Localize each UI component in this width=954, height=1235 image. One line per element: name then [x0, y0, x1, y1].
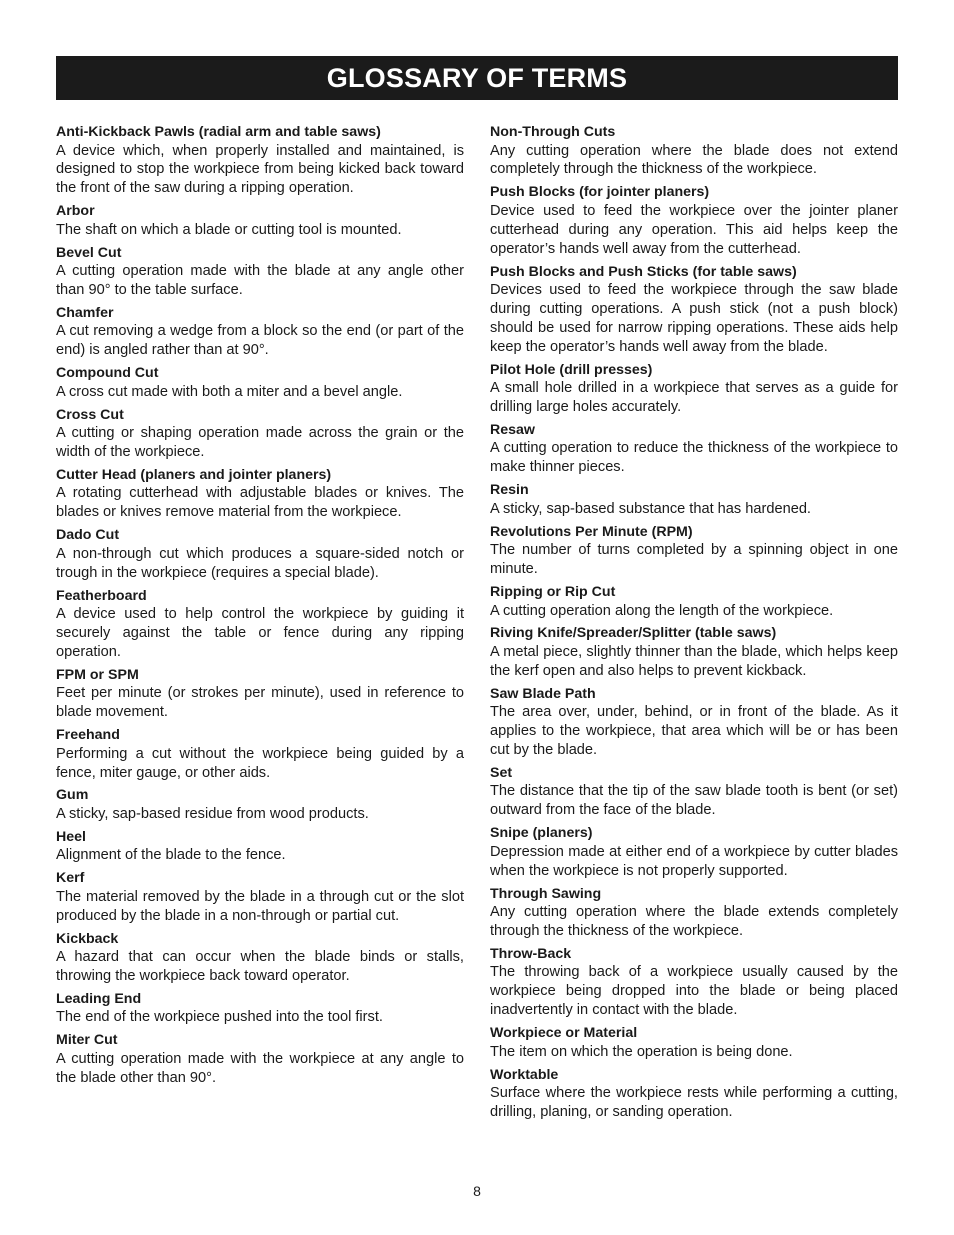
glossary-definition: A sticky, sap-based substance that has hardened. — [490, 500, 811, 517]
glossary-definition: The material removed by the blade in a through cut or the slot produced by the blade in a non-through or partial cut. — [56, 888, 464, 924]
glossary-term: Compound Cut — [56, 365, 159, 382]
glossary-definition: A sticky, sap-based residue from wood products. — [56, 805, 369, 822]
glossary-term: Push Blocks (for jointer planers) — [490, 184, 710, 201]
glossary-term: Chamfer — [56, 304, 114, 321]
glossary-entry — [56, 466, 464, 522]
glossary-definition: Alignment of the blade to the fence. — [56, 847, 286, 864]
glossary-term: Ripping or Rip Cut — [490, 584, 616, 600]
glossary-definition: A cross cut made with both a miter and a bevel angle. — [56, 383, 403, 400]
glossary-entry — [56, 726, 464, 782]
glossary-term: Featherboard — [56, 587, 147, 604]
glossary-definition: The end of the workpiece pushed into the tool first. — [56, 1009, 383, 1026]
glossary-definition: A cut removing a wedge from a block so the end (or part of the end) is angled rather than at 90°. — [56, 323, 464, 359]
glossary-entry — [490, 1066, 898, 1122]
glossary-term: Miter Cut — [56, 1032, 118, 1049]
glossary-term: Cutter Head (planers and jointer planers) — [56, 466, 332, 483]
glossary-term: Freehand — [56, 727, 120, 744]
glossary-definition: The item on which the operation is being done. — [490, 1043, 793, 1060]
glossary-term: Set — [490, 764, 513, 781]
page-number: 8 — [473, 1183, 481, 1199]
glossary-entry — [490, 481, 898, 518]
glossary-term: Snipe (planers) — [490, 825, 593, 842]
glossary-definition: A non-through cut which produces a square-sided notch or trough in the workpiece (requires a special blade). — [56, 545, 464, 581]
glossary-entry — [490, 764, 898, 820]
glossary-entry — [490, 624, 898, 680]
glossary-term: Resin — [490, 482, 529, 499]
glossary-term: Kickback — [56, 930, 119, 947]
glossary-term: Leading End — [56, 990, 142, 1007]
glossary-term: Revolutions Per Minute (RPM) — [490, 523, 693, 540]
glossary-definition: A cutting operation made with the workpiece at any angle to the blade other than 90°. — [56, 1050, 464, 1086]
glossary-definition: A rotating cutterhead with adjustable blades or knives. The blades or knives remove material from the workpiece. — [56, 485, 464, 521]
glossary-definition: Any cutting operation where the blade extends completely through the thickness of the workpiece. — [490, 904, 898, 939]
glossary-entry — [490, 945, 898, 1020]
glossary-definition: A device which, when properly installed and maintained, is designed to stop the workpiece from being kicked back toward the front of the saw during a ripping operation. — [56, 142, 464, 197]
glossary-entry — [56, 869, 464, 925]
glossary-entry — [490, 1024, 898, 1061]
glossary-entry — [490, 583, 898, 620]
glossary-definition: A cutting operation along the length of the workpiece. — [490, 602, 834, 619]
glossary-definition: A cutting or shaping operation made across the grain or the width of the workpiece. — [56, 425, 464, 461]
glossary-term: Dado Cut — [56, 527, 120, 544]
glossary-term: Gum — [56, 787, 89, 804]
glossary-entry — [56, 244, 464, 300]
glossary-entry — [490, 885, 898, 941]
glossary-definition: Device used to feed the workpiece over the jointer planer cutterhead during any operation. This aid helps keep the operator’s hands well away from the cutterhead. — [490, 202, 898, 257]
glossary-term: Throw-Back — [490, 945, 572, 962]
page-title: GLOSSARY OF TERMS — [326, 62, 628, 93]
glossary-entry — [490, 123, 898, 179]
glossary-column-left — [56, 123, 464, 1092]
glossary-entry — [56, 304, 464, 360]
glossary-entry — [56, 587, 464, 662]
glossary-definition: Any cutting operation where the blade does not extend completely through the thickness of the workpiece. — [490, 142, 898, 178]
glossary-entry — [490, 183, 898, 258]
glossary-entry — [490, 685, 898, 760]
glossary-term: Anti-Kickback Pawls (radial arm and table saws) — [56, 124, 381, 140]
glossary-entry — [56, 123, 464, 198]
glossary-term: Workpiece or Material — [490, 1025, 638, 1042]
glossary-term: Non-Through Cuts — [490, 124, 616, 140]
glossary-term: Saw Blade Path — [490, 685, 596, 702]
glossary-term: Pilot Hole (drill presses) — [490, 361, 653, 378]
glossary-definition: A hazard that can occur when the blade binds or stalls, throwing the workpiece back toward operator. — [56, 949, 464, 984]
glossary-entry — [490, 361, 898, 417]
glossary-definition: The area over, under, behind, or in front of the blade. As it applies to the workpiece, that area which will be or has been cut by the blade. — [490, 704, 898, 759]
glossary-definition: Surface where the workpiece rests while performing a cutting, drilling, planing, or sanding operation. — [490, 1085, 898, 1120]
glossary-definition: The distance that the tip of the saw blade tooth is bent (or set) outward from the face of the blade. — [490, 783, 898, 819]
glossary-definition: A metal piece, slightly thinner than the blade, which helps keep the kerf open and also helps to prevent kickback. — [490, 643, 898, 679]
glossary-term: Push Blocks and Push Sticks (for table saws) — [490, 263, 797, 280]
glossary-term: Kerf — [56, 870, 85, 887]
glossary-entry — [56, 828, 464, 865]
glossary-definition: Depression made at either end of a workpiece by cutter blades when the workpiece is not properly supported. — [490, 843, 898, 879]
glossary-column-right — [490, 123, 898, 1126]
glossary-term: Riving Knife/Spreader/Splitter (table saws) — [490, 625, 777, 642]
glossary-entry — [56, 1031, 464, 1087]
glossary-entry — [490, 263, 898, 357]
glossary-entry — [56, 930, 464, 986]
glossary-term: Heel — [56, 828, 86, 845]
glossary-entry — [490, 523, 898, 579]
glossary-definition: A cutting operation made with the blade at any angle other than 90° to the table surface. — [56, 263, 464, 299]
glossary-definition: A cutting operation to reduce the thickness of the workpiece to make thinner pieces. — [490, 440, 898, 476]
glossary-entry — [490, 421, 898, 477]
glossary-entry — [56, 526, 464, 582]
glossary-entry — [56, 406, 464, 462]
glossary-term: Through Sawing — [490, 885, 602, 902]
glossary-definition: The throwing back of a workpiece usually caused by the workpiece being dropped into the blade or being placed inadvertently in contact with the blade. — [490, 964, 898, 1019]
glossary-entry — [56, 364, 464, 401]
glossary-term: Resaw — [490, 421, 535, 438]
glossary-definition: Performing a cut without the workpiece being guided by a fence, miter gauge, or other aids. — [56, 745, 464, 781]
glossary-definition: Feet per minute (or strokes per minute), used in reference to blade movement. — [56, 685, 464, 721]
glossary-definition: A small hole drilled in a workpiece that serves as a guide for drilling large holes accurately. — [490, 380, 898, 416]
glossary-entry — [56, 666, 464, 722]
glossary-definition: The shaft on which a blade or cutting tool is mounted. — [56, 221, 402, 238]
glossary-term: FPM or SPM — [56, 666, 139, 683]
glossary-entry — [56, 786, 464, 823]
glossary-definition: A device used to help control the workpiece by guiding it securely against the table or fence during any ripping operation. — [56, 606, 464, 660]
glossary-definition: The number of turns completed by a spinning object in one minute. — [490, 542, 898, 578]
glossary-term: Bevel Cut — [56, 244, 122, 261]
glossary-definition: Devices used to feed the workpiece through the saw blade during cutting operations. A push stick (not a push block) should be used for narrow ripping operations. These aids help keep the operator’s hands well away from the blade. — [490, 282, 898, 355]
glossary-term: Worktable — [490, 1066, 559, 1083]
glossary-entry — [56, 990, 464, 1027]
glossary-entry — [490, 824, 898, 880]
glossary-entry — [56, 202, 464, 239]
glossary-term: Arbor — [56, 203, 95, 220]
title-bar — [56, 56, 898, 100]
glossary-term: Cross Cut — [56, 406, 124, 423]
